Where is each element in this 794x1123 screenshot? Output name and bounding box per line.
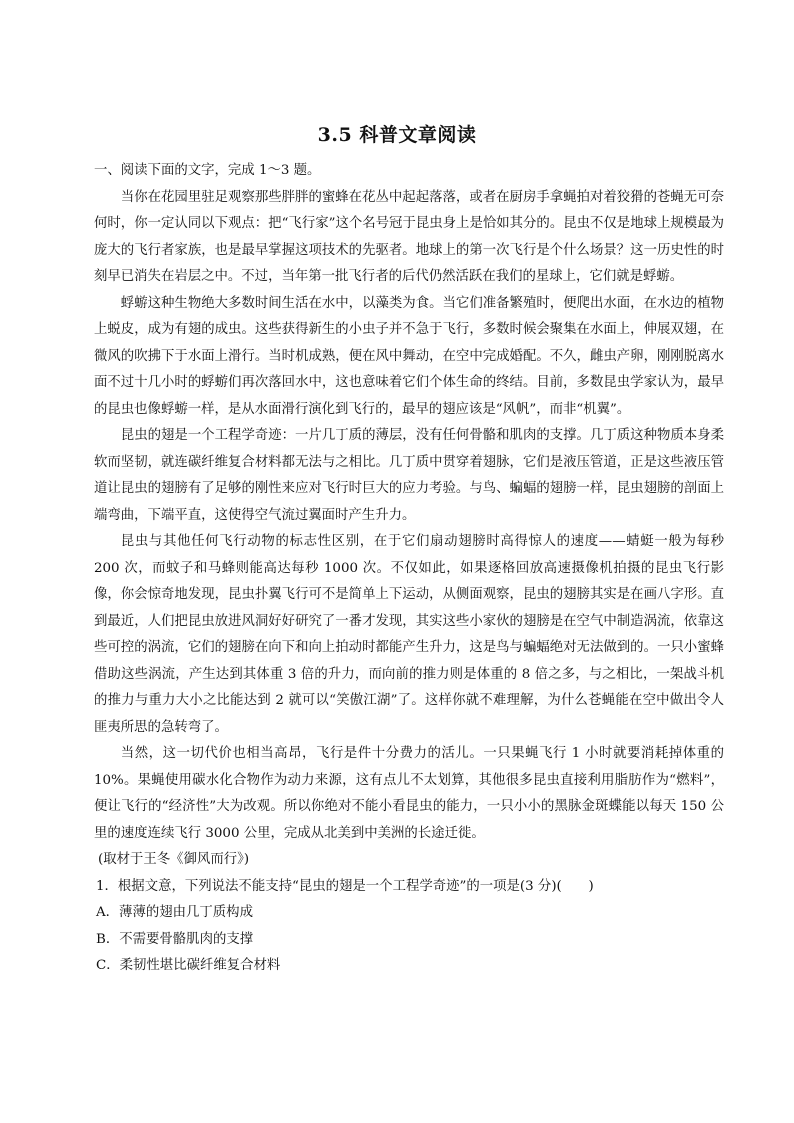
article-paragraph-3: 昆虫的翅是一个工程学奇迹：一片几丁质的薄层，没有任何骨骼和肌肉的支撑。几丁质这种物质本身柔软而坚韧，就连碳纤维复合材料都无法与之相比。几丁质中贯穿着翅脉，它们是液压管道，正是这些液压管道让昆虫的翅膀有了足够的刚性来应对飞行时巨大的应力考验。与鸟、蝙蝠的翅膀一样，昆虫翅膀的剖面上端弯曲，下端平直，这使得空气流过翼面时产生升力。 [94, 428, 724, 523]
question-1-option-c: C．柔韧性堪比碳纤维复合材料 [96, 958, 281, 973]
article-paragraph-5: 当然，这一切代价也相当高昂，飞行是件十分费力的活儿。一只果蝇飞行 1 小时就要消耗掉体重的 10%。果蝇使用碳水化合物作为动力来源，这有点儿不太划算，其他很多昆虫直接利用脂肪作为“燃料”，便让飞行的“经济性”大为改观。所以你绝对不能小看昆虫的能力，一只小小的黑脉金斑蝶能以每天 150 公里的速度连续飞行 3000 公里，完成从北美到中美洲的长途迁徙。 [94, 746, 724, 841]
section-instruction: 一、阅读下面的文字，完成 1～3 题。 [94, 163, 321, 178]
page-title: 3.5 科普文章阅读 [317, 124, 477, 146]
article-body [94, 158, 724, 980]
question-1-option-a: A．薄薄的翅由几丁质构成 [96, 905, 253, 920]
question-1-option-b: B．不需要骨骼肌肉的支撑 [96, 931, 254, 947]
article-paragraph-4: 昆虫与其他任何飞行动物的标志性区别，在于它们扇动翅膀时高得惊人的速度——蜻蜓一般为每秒 200 次，而蚊子和马蜂则能高达每秒 1000 次。不仅如此，如果逐格回放高速摄像机拍摄的昆虫飞行影像，你会惊奇地发现，昆虫扑翼飞行可不是简单上下运动，从侧面观察，昆虫的翅膀其实是在画八字形。直到最近，人们把昆虫放进风洞好好研究了一番才发现，其实这些小家伙的翅膀是在空气中制造涡流，依靠这些可控的涡流，它们的翅膀在向下和向上拍动时都能产生升力，这是鸟与蝙蝠绝对无法做到的。一只小蜜蜂借助这些涡流，产生达到其体重 3 倍的升力，而向前的推力则是体重的 8 倍之多，与之相比，一架战斗机的推力与重力大小之比能达到 2 就可以“笑傲江湖”了。这样你就不难理解，为什么苍蝇能在空中做出令人匪夷所思的急转弯了。 [94, 534, 724, 735]
source-citation: (取材于王冬《御风而行》) [98, 852, 250, 867]
article-paragraph-2: 蜉蝣这种生物绝大多数时间生活在水中，以藻类为食。当它们准备繁殖时，便爬出水面，在水边的植物上蜕皮，成为有翅的成虫。这些获得新生的小虫子并不急于飞行，多数时候会聚集在水面上，伸展双翅，在微风的吹拂下于水面上滑行。当时机成熟，便在风中舞动，在空中完成婚配。不久，雌虫产卵，刚刚脱离水面不过十几小时的蜉蝣们再次落回水中，这也意味着它们个体生命的终结。目前，多数昆虫学家认为，最早的昆虫也像蜉蝣一样，是从水面滑行演化到飞行的，最早的翅应该是“风帆”，而非“机翼”。 [94, 295, 724, 417]
question-1-stem: 1．根据文意，下列说法不能支持“昆虫的翅是一个工程学奇迹”的一项是(3 分)( ) [96, 878, 594, 894]
article-paragraph-1: 当你在花园里驻足观察那些胖胖的蜜蜂在花丛中起起落落，或者在厨房手拿蝇拍对着狡猾的苍蝇无可奈何时，你一定认同以下观点：把“飞行家”这个名号冠于昆虫身上是恰如其分的。昆虫不仅是地球上规模最为庞大的飞行者家族，也是最早掌握这项技术的先驱者。地球上的第一次飞行是个什么场景？这一历史性的时刻早已消失在岩层之中。不过，当年第一批飞行者的后代仍然活跃在我们的星球上，它们就是蜉蝣。 [94, 189, 724, 284]
